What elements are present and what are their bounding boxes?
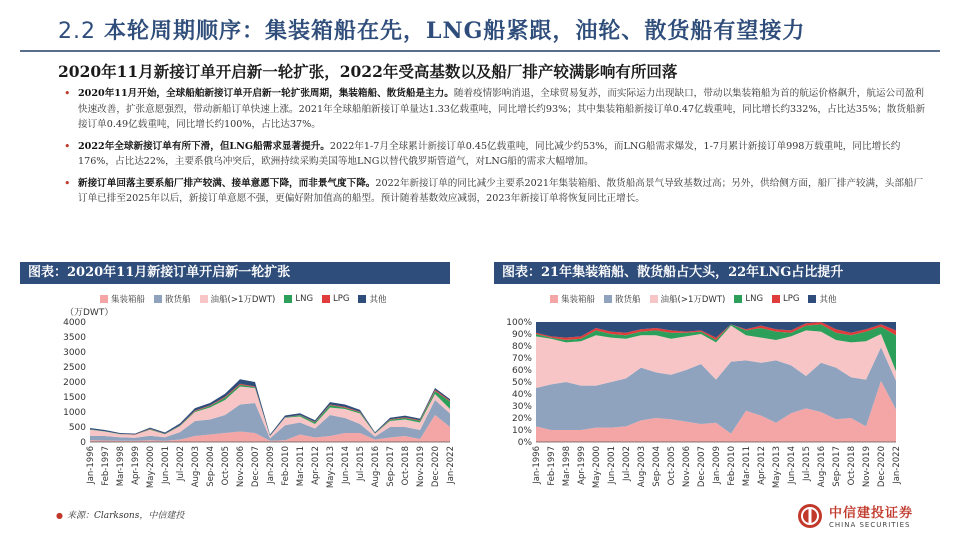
chart2-plot: [500, 312, 900, 502]
legend-swatch: [154, 295, 162, 303]
chart1-header: 图表：2020年11月新接订单开启新一轮扩张: [20, 262, 450, 284]
legend-swatch: [734, 295, 742, 303]
legend-item: [772, 293, 799, 305]
bullet-list: [58, 86, 928, 213]
chart2-legend: [550, 293, 837, 305]
x-tick-label: Jan-2022: [446, 446, 456, 484]
y-tick-label: 70%: [511, 354, 532, 364]
x-tick-label: Jan-1996: [86, 446, 96, 484]
bullet-item: [58, 176, 928, 207]
legend-label: 集装箱船: [111, 295, 146, 305]
bullet-item: [58, 86, 928, 133]
legend-label: LPG: [333, 294, 350, 304]
x-tick-label: Sep-2017: [832, 446, 842, 487]
legend-label: LNG: [745, 294, 764, 304]
x-tick-label: Aug-2016: [371, 446, 381, 488]
legend-label: 油船(>1万DWT): [210, 295, 276, 305]
x-tick-label: Jun-2014: [341, 446, 351, 484]
x-tick-label: May-2013: [772, 446, 782, 489]
x-tick-label: Apr-2012: [311, 446, 321, 485]
legend-item: [550, 293, 595, 305]
legend-item: [322, 293, 349, 305]
x-tick-label: Jul-2002: [622, 446, 632, 481]
x-tick-label: Nov-2019: [416, 446, 426, 488]
legend-label: 散货船: [615, 295, 641, 305]
x-tick-label: May-2000: [592, 446, 602, 489]
chart1-unit: （万DWT）: [65, 308, 114, 318]
bullet-body: 2022年1-7月全球累计新接订单0.45亿载重吨，同比减少约53%，而LNG船需求爆发，1-7月累计新接订单998万载重吨，同比增长约176%，占比达22%，主要系俄乌冲突后，欧洲持续采购美国等地LNG以替代俄罗斯管道气，对LNG船的需求大幅增加。: [78, 140, 901, 167]
x-tick-label: Jan-2009: [266, 446, 276, 484]
chart1-legend: [100, 293, 387, 305]
x-tick-label: Apr-1999: [577, 446, 587, 485]
x-tick-label: Mar-2011: [742, 446, 752, 487]
legend-item: [734, 293, 763, 305]
subtitle: 2020年11月新接订单开启新一轮扩张，2022年受高基数以及船厂排产较满影响有所回落: [58, 62, 678, 81]
x-tick-label: Jul-2015: [802, 446, 812, 481]
x-tick-label: Aug-2003: [191, 446, 201, 488]
x-tick-label: Feb-2010: [727, 446, 737, 486]
y-tick-label: 90%: [511, 330, 532, 340]
y-tick-label: 40%: [511, 390, 532, 400]
x-tick-label: Oct-2005: [221, 446, 231, 486]
legend-label: 散货船: [165, 295, 191, 305]
x-tick-label: Nov-2006: [236, 446, 246, 488]
y-tick-label: 20%: [511, 414, 532, 424]
x-tick-label: Mar-2011: [296, 446, 306, 487]
x-tick-label: Sep-2004: [206, 446, 216, 487]
y-tick-label: 4000: [63, 318, 86, 328]
y-tick-label: 30%: [511, 402, 532, 412]
x-tick-label: Dec-2020: [877, 446, 887, 488]
title-divider: [20, 50, 940, 52]
bullet-body: 随着疫情影响消退，全球贸易复苏，而实际运力出现缺口，带动以集装箱船为首的航运价格飙升，航运公司盈利快速改善，扩张意愿强烈，带动新船订单快速上涨。2021年全球船舶新接订单量达1.33亿载重吨，同比增长约93%；其中集装箱船新接订单0.47亿载重吨，同比增长约332%，占比达35%；散货船新接订单0.49亿载重吨，同比增长约100%，占比达37%。: [78, 88, 926, 130]
x-tick-label: Jun-2014: [787, 446, 797, 484]
legend-item: [100, 293, 145, 305]
x-tick-label: Jan-2009: [712, 446, 722, 484]
y-tick-label: 0: [80, 438, 86, 448]
bullet-lead: 2022年全球新接订单有所下滑，但LNG船需求显著提升。: [78, 140, 330, 152]
source-note: ● 来源：Clarksons，中信建投: [56, 508, 184, 521]
y-tick-label: 80%: [511, 342, 532, 352]
legend-item: [650, 293, 726, 305]
y-tick-label: 50%: [511, 378, 532, 388]
x-tick-label: Mar-1998: [116, 446, 126, 487]
legend-swatch: [604, 295, 612, 303]
legend-swatch: [200, 295, 208, 303]
x-tick-label: Dec-2020: [431, 446, 441, 488]
page-title: [58, 14, 805, 45]
x-tick-label: Jan-2022: [892, 446, 902, 484]
legend-label: 其他: [369, 295, 387, 305]
x-tick-label: Dec-2007: [697, 446, 707, 488]
y-tick-label: 1500: [63, 393, 86, 403]
y-tick-label: 3000: [63, 348, 86, 358]
legend-swatch: [550, 295, 558, 303]
x-tick-label: Jul-2002: [176, 446, 186, 481]
x-tick-label: Mar-1998: [562, 446, 572, 487]
bullet-item: [58, 139, 928, 170]
x-tick-label: Nov-2006: [682, 446, 692, 488]
x-tick-label: Sep-2017: [386, 446, 396, 487]
legend-swatch: [284, 295, 292, 303]
legend-swatch: [322, 295, 330, 303]
legend-label: 其他: [819, 295, 837, 305]
logo-icon: [797, 503, 823, 529]
legend-swatch: [358, 295, 366, 303]
legend-label: 集装箱船: [561, 295, 596, 305]
x-tick-label: Feb-1997: [547, 446, 557, 486]
legend-swatch: [808, 295, 816, 303]
legend-label: LPG: [783, 294, 800, 304]
y-tick-label: 3500: [63, 333, 86, 343]
x-tick-label: May-2000: [146, 446, 156, 489]
x-tick-label: Oct-2005: [667, 446, 677, 486]
y-tick-label: 500: [68, 423, 86, 433]
chart1-plot: [40, 312, 460, 502]
y-tick-label: 60%: [511, 366, 532, 376]
y-tick-label: 100%: [506, 318, 532, 328]
x-tick-label: Jun-2001: [607, 446, 617, 484]
y-tick-label: 2000: [63, 378, 86, 388]
legend-item: [154, 293, 191, 305]
legend-label: 油船(>1万DWT): [660, 295, 726, 305]
brand-logo: [797, 502, 913, 529]
logo-name-en: CHINA SECURITIES: [829, 521, 911, 529]
bullet-lead: 2020年11月开始，全球船舶新接订单开启新一轮扩张周期，集装箱船、散货船是主力。: [78, 88, 454, 99]
chart2-header: 图表：21年集装箱船、散货船占大头，22年LNG占比提升: [494, 262, 940, 284]
x-tick-label: Feb-1997: [101, 446, 111, 486]
x-tick-label: Oct-2018: [847, 446, 857, 486]
x-tick-label: Nov-2019: [862, 446, 872, 488]
x-tick-label: Sep-2004: [652, 446, 662, 487]
x-tick-label: Aug-2016: [817, 446, 827, 488]
section-title: 本轮周期顺序：集装箱船在先，LNG船紧跟，油轮、散货船有望接力: [104, 18, 806, 44]
x-tick-label: Dec-2007: [251, 446, 261, 488]
y-tick-label: 0%: [517, 438, 532, 448]
x-tick-label: Oct-2018: [401, 446, 411, 486]
logo-name-cn: 中信建投证券: [829, 506, 914, 521]
x-tick-label: Jan-1996: [532, 446, 542, 484]
legend-swatch: [100, 295, 108, 303]
x-tick-label: Apr-2012: [757, 446, 767, 485]
y-tick-label: 10%: [511, 426, 532, 436]
x-tick-label: Feb-2010: [281, 446, 291, 486]
legend-item: [200, 293, 276, 305]
x-tick-label: May-2013: [326, 446, 336, 489]
y-tick-label: 1000: [63, 408, 86, 418]
legend-item: [808, 293, 836, 305]
y-tick-label: 2500: [63, 363, 86, 373]
x-tick-label: Aug-2003: [637, 446, 647, 488]
section-number: 2.2: [58, 19, 96, 44]
legend-swatch: [772, 295, 780, 303]
x-tick-label: Apr-1999: [131, 446, 141, 485]
legend-label: LNG: [295, 294, 314, 304]
x-tick-label: Jun-2001: [161, 446, 171, 484]
legend-item: [604, 293, 641, 305]
x-tick-label: Jul-2015: [356, 446, 366, 481]
bullet-lead: 新接订单回落主要系船厂排产较满、接单意愿下降，而非景气度下降。: [78, 177, 376, 189]
bullet-body: 2022年新接订单的同比减少主要系2021年集装箱船、散货船高景气导致基数过高；另外，供给侧方面，船厂排产较满，头部船厂订单已排至2025年以后，新接订单意愿不强，更偏好附加值高的船型。预计随着基数效应减弱，2023年新接订单将恢复同比正增长。: [78, 177, 924, 204]
legend-item: [358, 293, 386, 305]
legend-swatch: [650, 295, 658, 303]
legend-item: [284, 293, 313, 305]
